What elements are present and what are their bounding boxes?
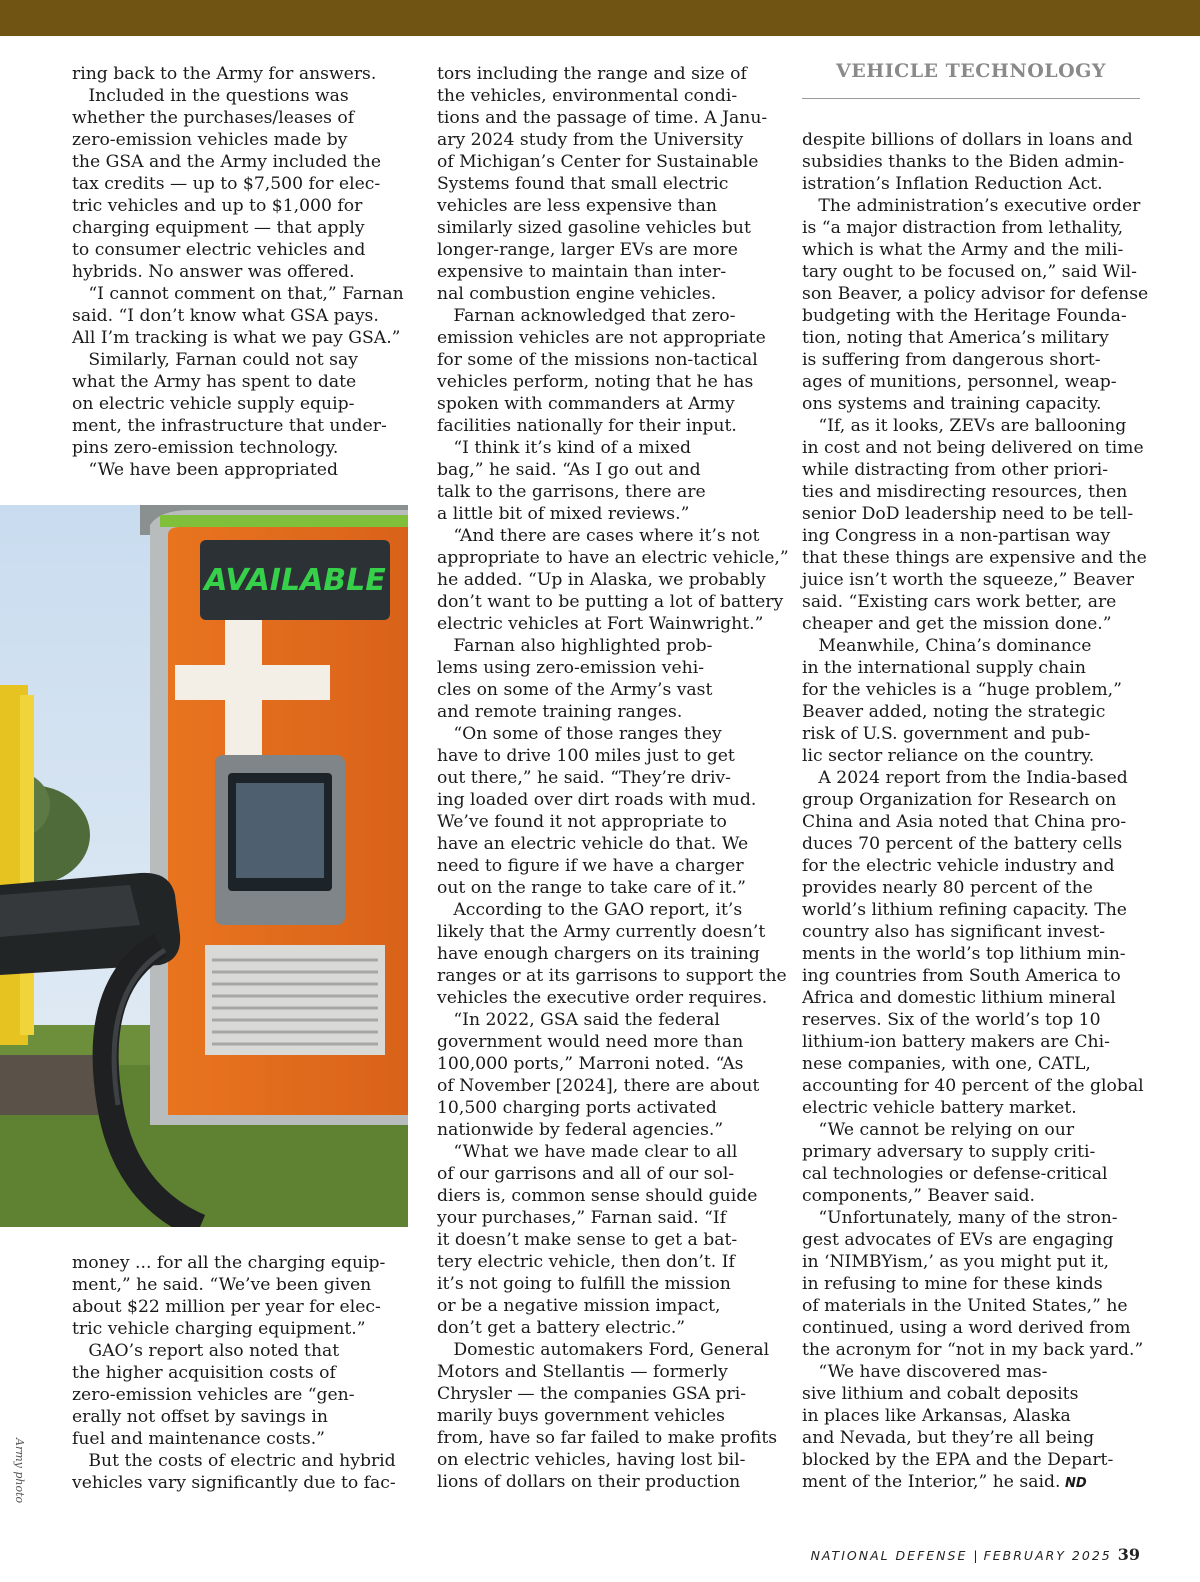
text-line: bag,” he said. “As I go out and [437,460,701,480]
page-footer [811,1545,1140,1564]
text-line: world’s lithium refining capacity. The [802,900,1127,920]
text-line: despite billions of dollars in loans and [802,130,1133,150]
text-line: don’t get a battery electric.” [437,1318,686,1338]
top-color-band [0,0,1200,36]
text-line: hybrids. No answer was offered. [72,262,355,282]
text-line: vehicles perform, noting that he has [437,372,754,392]
text-line: “On some of those ranges they [437,724,722,744]
section-divider [802,98,1140,99]
page-number: 39 [1117,1545,1140,1564]
text-line: a little bit of mixed reviews.” [437,504,690,524]
text-line: which is what the Army and the mili- [802,240,1124,260]
text-line: Motors and Stellantis — formerly [437,1362,728,1382]
text-line: that these things are expensive and the [802,548,1147,568]
text-line: ment of the Interior,” he said. ND [802,1472,1087,1492]
text-line: “I think it’s kind of a mixed [437,438,691,458]
text-line: in the international supply chain [802,658,1086,678]
text-line: lions of dollars on their production [437,1472,741,1492]
text-line: provides nearly 80 percent of the [802,878,1093,898]
text-line: your purchases,” Farnan said. “If [437,1208,727,1228]
text-line: is suffering from dangerous short- [802,350,1101,370]
text-line: for the vehicles is a “huge problem,” [802,680,1122,700]
text-line: and Nevada, but they’re all being [802,1428,1095,1448]
text-line: tax credits — up to $7,500 for elec- [72,174,381,194]
text-line: vehicles the executive order requires. [437,988,768,1008]
text-line: “If, as it looks, ZEVs are ballooning [802,416,1127,436]
text-line: said. “I don’t know what GSA pays. [72,306,379,326]
text-line: ages of munitions, personnel, weap- [802,372,1117,392]
text-line: the GSA and the Army included the [72,152,382,172]
text-line: continued, using a word derived from [802,1318,1131,1338]
text-line: ment,” he said. “We’ve been given [72,1275,372,1295]
text-line: ing loaded over dirt roads with mud. [437,790,757,810]
text-line: A 2024 report from the India-based [802,768,1128,788]
text-line: erally not offset by savings in [72,1407,328,1427]
text-line: on electric vehicle supply equip- [72,394,355,414]
text-line: likely that the Army currently doesn’t [437,922,766,942]
text-line: fuel and maintenance costs.” [72,1429,325,1449]
text-line: money ... for all the charging equip- [72,1253,386,1273]
text-line: “We have discovered mas- [802,1362,1048,1382]
text-line: juice isn’t worth the squeeze,” Beaver [802,570,1135,590]
text-line: Africa and domestic lithium mineral [802,988,1116,1008]
text-line: “In 2022, GSA said the federal [437,1010,720,1030]
ev-charger-photo [0,505,408,1227]
text-line: tary ought to be focused on,” said Wil- [802,262,1137,282]
text-line: son Beaver, a policy advisor for defense [802,284,1149,304]
text-line: ranges or at its garrisons to support the [437,966,787,986]
text-line: gest advocates of EVs are engaging [802,1230,1114,1250]
text-line: have to drive 100 miles just to get [437,746,735,766]
text-line: Domestic automakers Ford, General [437,1340,770,1360]
text-line: GAO’s report also noted that [72,1341,340,1361]
text-line: what the Army has spent to date [72,372,357,392]
text-line: budgeting with the Heritage Founda- [802,306,1127,326]
text-line: cles on some of the Army’s vast [437,680,713,700]
text-line: pins zero-emission technology. [72,438,339,458]
text-line: sive lithium and cobalt deposits [802,1384,1079,1404]
text-line: about $22 million per year for elec- [72,1297,381,1317]
text-line: duces 70 percent of the battery cells [802,834,1123,854]
text-line: We’ve found it not appropriate to [437,812,727,832]
text-line: China and Asia noted that China pro- [802,812,1127,832]
text-line: said. “Existing cars work better, are [802,592,1117,612]
text-line: zero-emission vehicles are “gen- [72,1385,355,1405]
text-line: in ‘NIMBYism,’ as you might put it, [802,1252,1109,1272]
text-line: of our garrisons and all of our sol- [437,1164,735,1184]
text-line: “And there are cases where it’s not [437,526,760,546]
text-line: and remote training ranges. [437,702,683,722]
text-line: nationwide by federal agencies.” [437,1120,724,1140]
text-line: it’s not going to fulfill the mission [437,1274,731,1294]
column-1-top-text [72,63,404,481]
text-line: risk of U.S. government and pub- [802,724,1091,744]
text-line: Farnan also highlighted prob- [437,636,713,656]
text-line: from, have so far failed to make profits [437,1428,778,1448]
text-line: ties and misdirecting resources, then [802,482,1128,502]
text-line: longer-range, larger EVs are more [437,240,738,260]
text-line: components,” Beaver said. [802,1186,1036,1206]
text-line: emission vehicles are not appropriate [437,328,766,348]
text-line: cheaper and get the mission done.” [802,614,1112,634]
text-line: 100,000 ports,” Marroni noted. “As [437,1054,744,1074]
text-line: in refusing to mine for these kinds [802,1274,1103,1294]
text-line: on electric vehicles, having lost bil- [437,1450,746,1470]
text-line: senior DoD leadership need to be tell- [802,504,1134,524]
text-line: marily buys government vehicles [437,1406,725,1426]
text-line: facilities nationally for their input. [437,416,737,436]
text-line: appropriate to have an electric vehicle,” [437,548,789,568]
text-line: istration’s Inflation Reduction Act. [802,174,1103,194]
text-line: of materials in the United States,” he [802,1296,1128,1316]
text-line: lems using zero-emission vehi- [437,658,705,678]
text-line: electric vehicles at Fort Wainwright.” [437,614,764,634]
column-2-text [437,63,789,1493]
text-line: need to figure if we have a charger [437,856,744,876]
text-line: accounting for 40 percent of the global [802,1076,1144,1096]
text-line: “What we have made clear to all [437,1142,738,1162]
text-line: talk to the garrisons, there are [437,482,706,502]
text-line: for some of the missions non-tactical [437,350,758,370]
section-label: VEHICLE TECHNOLOGY [836,60,1106,82]
photo-credit: Army photo [13,1438,26,1504]
text-line: it doesn’t make sense to get a bat- [437,1230,738,1250]
svg-text:AVAILABLE: AVAILABLE [204,563,386,598]
text-line: “We cannot be relying on our [802,1120,1075,1140]
text-line: in places like Arkansas, Alaska [802,1406,1071,1426]
text-line: of Michigan’s Center for Sustainable [437,152,759,172]
text-line: primary adversary to supply criti- [802,1142,1096,1162]
text-line: the higher acquisition costs of [72,1363,336,1383]
text-line: tors including the range and size of [437,64,747,84]
text-line: Chrysler — the companies GSA pri- [437,1384,747,1404]
text-line: the vehicles, environmental condi- [437,86,738,106]
text-line: ary 2024 study from the University [437,130,744,150]
text-line: he added. “Up in Alaska, we probably [437,570,766,590]
text-line: lithium-ion battery makers are Chi- [802,1032,1110,1052]
text-line: According to the GAO report, it’s [437,900,743,920]
text-line: Meanwhile, China’s dominance [802,636,1092,656]
text-line: diers is, common sense should guide [437,1186,758,1206]
text-line: country also has significant invest- [802,922,1106,942]
text-line: government would need more than [437,1032,744,1052]
text-line: Farnan acknowledged that zero- [437,306,736,326]
text-line: “Unfortunately, many of the stron- [802,1208,1118,1228]
text-line: Systems found that small electric [437,174,729,194]
text-line: 10,500 charging ports activated [437,1098,717,1118]
text-line: similarly sized gasoline vehicles but [437,218,751,238]
end-mark: ND [1060,1476,1087,1491]
text-line: or be a negative mission impact, [437,1296,721,1316]
text-line: whether the purchases/leases of [72,108,355,128]
text-line: don’t want to be putting a lot of battery [437,592,784,612]
text-line: But the costs of electric and hybrid [72,1451,396,1471]
text-line: tric vehicles and up to $1,000 for [72,196,363,216]
text-line: Beaver added, noting the strategic [802,702,1106,722]
column-3-text [802,129,1148,1495]
footer-date: FEBRUARY 2025 [983,1548,1112,1563]
text-line: tery electric vehicle, then don’t. If [437,1252,735,1272]
text-line: ing Congress in a non-partisan way [802,526,1111,546]
text-line: All I’m tracking is what we pay GSA.” [72,328,401,348]
footer-separator: | [973,1548,978,1563]
text-line: nese companies, with one, CATL, [802,1054,1091,1074]
text-line: ment, the infrastructure that under- [72,416,387,436]
text-line: ons systems and training capacity. [802,394,1102,414]
text-line: out there,” he said. “They’re driv- [437,768,731,788]
text-line: blocked by the EPA and the Depart- [802,1450,1114,1470]
text-line: tion, noting that America’s military [802,328,1109,348]
text-line: to consumer electric vehicles and [72,240,366,260]
text-line: Included in the questions was [72,86,349,106]
text-line: expensive to maintain than inter- [437,262,727,282]
text-line: charging equipment — that apply [72,218,365,238]
text-line: have enough chargers on its training [437,944,760,964]
text-line: have an electric vehicle do that. We [437,834,749,854]
text-line: is “a major distraction from lethality, [802,218,1124,238]
column-1-bottom-text [72,1252,396,1494]
text-line: spoken with commanders at Army [437,394,735,414]
text-line: cal technologies or defense-critical [802,1164,1108,1184]
text-line: group Organization for Research on [802,790,1117,810]
text-line: “I cannot comment on that,” Farnan [72,284,404,304]
text-line: the acronym for “not in my back yard.” [802,1340,1144,1360]
text-line: ing countries from South America to [802,966,1121,986]
charger-available-display [202,563,386,598]
text-line: out on the range to take care of it.” [437,878,746,898]
text-line: tric vehicle charging equipment.” [72,1319,366,1339]
text-line: ments in the world’s top lithium min- [802,944,1126,964]
text-line: reserves. Six of the world’s top 10 [802,1010,1101,1030]
text-line: electric vehicle battery market. [802,1098,1077,1118]
text-line: “We have been appropriated [72,460,338,480]
text-line: subsidies thanks to the Biden admin- [802,152,1125,172]
text-line: of November [2024], there are about [437,1076,760,1096]
text-line: The administration’s executive order [802,196,1141,216]
text-line: vehicles are less expensive than [437,196,717,216]
text-line: Similarly, Farnan could not say [72,350,358,370]
text-line: while distracting from other priori- [802,460,1109,480]
text-line: ring back to the Army for answers. [72,64,377,84]
text-line: tions and the passage of time. A Janu- [437,108,768,128]
text-line: nal combustion engine vehicles. [437,284,717,304]
text-line: in cost and not being delivered on time [802,438,1144,458]
text-line: zero-emission vehicles made by [72,130,348,150]
text-line: for the electric vehicle industry and [802,856,1115,876]
text-line: lic sector reliance on the country. [802,746,1095,766]
text-line: vehicles vary significantly due to fac- [72,1473,396,1493]
footer-publication: NATIONAL DEFENSE [810,1548,968,1563]
